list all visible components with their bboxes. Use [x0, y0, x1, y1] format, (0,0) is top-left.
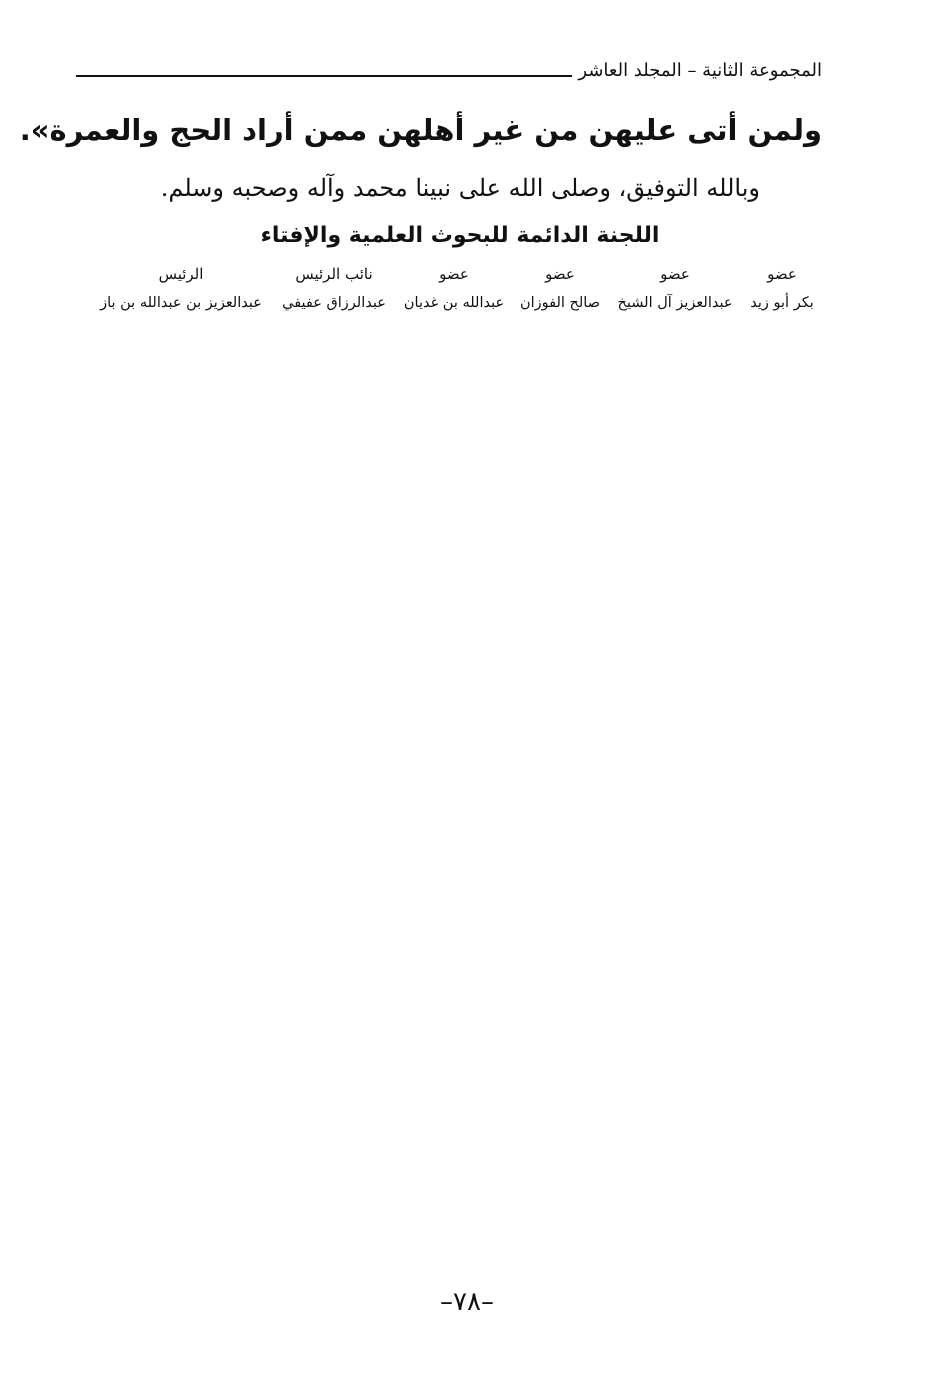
running-title: المجموعة الثانية – المجلد العاشر — [578, 60, 822, 81]
signatory-role: الرئيس — [158, 265, 204, 283]
signatory — [100, 260, 262, 318]
signatory — [512, 260, 608, 318]
fatwa-text-line: ولمن أتى عليهن من غير أهلهن ممن أراد الحج والعمرة». — [19, 113, 822, 147]
running-header — [76, 56, 822, 82]
signatory-name: صالح الفوزان — [519, 295, 601, 311]
signatory — [742, 260, 822, 318]
header-rule — [76, 75, 572, 77]
signatory-role: عضو — [439, 265, 469, 283]
signatory-name: عبدالعزيز آل الشيخ — [617, 295, 733, 311]
signatories-block — [100, 260, 822, 340]
signatory-name: بكر أبو زيد — [750, 295, 814, 311]
signatory-name: عبدالرزاق عفيفي — [282, 295, 386, 311]
page-number: –٧٨– — [440, 1287, 494, 1317]
signatory — [610, 260, 740, 318]
signatory — [399, 260, 509, 318]
committee-title: اللجنة الدائمة للبحوث العلمية والإفتاء — [260, 223, 660, 248]
signatory-role: عضو — [660, 265, 690, 283]
signatory-role: نائب الرئيس — [295, 265, 373, 283]
signatory-role: عضو — [767, 265, 797, 283]
signatory-name: عبدالعزيز بن عبدالله بن باز — [100, 295, 262, 311]
signatory — [274, 260, 394, 318]
signatory-role: عضو — [545, 265, 575, 283]
signatory-name: عبدالله بن غديان — [403, 295, 505, 311]
closing-formula: وبالله التوفيق، وصلى الله على نبينا محمد وآله وصحبه وسلم. — [160, 174, 760, 202]
